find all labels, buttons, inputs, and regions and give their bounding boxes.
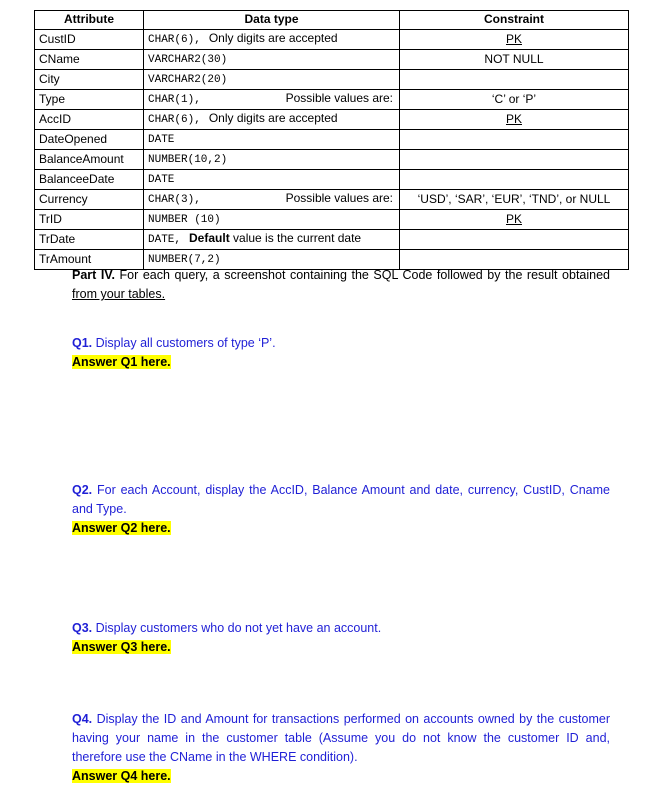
data-type-note-text: Possible values are: [285, 90, 393, 105]
attribute-cell: BalanceAmount [35, 149, 144, 169]
table-row [35, 149, 629, 169]
question-1 [72, 334, 610, 372]
data-type-note [209, 111, 338, 125]
data-type-cell [144, 29, 400, 49]
data-type-value: DATE, [148, 233, 182, 246]
constraint-cell [400, 129, 629, 149]
q2-answer: Answer Q2 here. [72, 521, 171, 535]
constraint-cell [400, 169, 629, 189]
data-type-note-text: Only digits are accepted [208, 110, 338, 125]
attribute-cell: CustID [35, 29, 144, 49]
attribute-cell: Type [35, 89, 144, 109]
data-type-value: CHAR(3), [148, 193, 201, 206]
data-type-note [286, 190, 393, 207]
data-type-value: DATE [148, 133, 175, 146]
attribute-cell: BalanceeDate [35, 169, 144, 189]
question-3 [72, 619, 610, 657]
q3-answer: Answer Q3 here. [72, 640, 171, 654]
data-type-cell [144, 229, 400, 249]
data-type-cell [144, 89, 400, 109]
question-2 [72, 481, 610, 538]
table-row [35, 209, 629, 229]
attribute-cell: AccID [35, 109, 144, 129]
constraint-cell: PK [400, 109, 629, 129]
attribute-cell: City [35, 69, 144, 89]
header-constraint: Constraint [400, 11, 629, 30]
attribute-cell: CName [35, 49, 144, 69]
table-row [35, 89, 629, 109]
constraint-cell: NOT NULL [400, 49, 629, 69]
data-type-note-text: Only digits are accepted [208, 30, 338, 45]
q1-answer: Answer Q1 here. [72, 355, 171, 369]
data-type-note-bold: Default [189, 230, 230, 245]
data-type-cell [144, 189, 400, 209]
part-iv-underlined: from your tables. [72, 287, 166, 301]
question-4 [72, 710, 610, 786]
data-type-value: VARCHAR2(20) [148, 73, 228, 86]
data-type-value: NUMBER(10,2) [148, 153, 228, 166]
table-row [35, 29, 629, 49]
table-row [35, 109, 629, 129]
attribute-cell: TrAmount [35, 249, 144, 269]
constraint-cell: PK [400, 29, 629, 49]
part-iv-label: Part IV. [72, 268, 115, 282]
data-type-note-text: Possible values are: [285, 190, 393, 205]
data-type-note-text: value is the current date [229, 230, 362, 245]
data-type-cell [144, 209, 400, 229]
table-header-row [35, 11, 629, 30]
table-row [35, 189, 629, 209]
q4-text: Display the ID and Amount for transactions performed on accounts owned by the customer having your name in the customer table (Assume you do not know the customer ID and, therefore use the CName in the WHERE condition). [72, 712, 610, 764]
q4-label: Q4. [72, 712, 93, 726]
data-type-value: CHAR(6), [148, 33, 201, 46]
header-attribute: Attribute [35, 11, 144, 30]
constraint-cell [400, 229, 629, 249]
q1-text: Display all customers of type ‘P’. [92, 336, 276, 350]
q2-label: Q2. [72, 483, 93, 497]
q3-text: Display customers who do not yet have an account. [92, 621, 382, 635]
q4-answer: Answer Q4 here. [72, 769, 171, 783]
attribute-cell: TrDate [35, 229, 144, 249]
table-row [35, 169, 629, 189]
data-type-cell [144, 49, 400, 69]
data-type-value: VARCHAR2(30) [148, 53, 228, 66]
constraint-cell [400, 69, 629, 89]
attribute-table [34, 10, 629, 270]
data-type-cell [144, 129, 400, 149]
attribute-cell: TrID [35, 209, 144, 229]
constraint-cell [400, 149, 629, 169]
data-type-cell [144, 69, 400, 89]
table-row [35, 129, 629, 149]
q2-text: For each Account, display the AccID, Balance Amount and date, currency, CustID, Cname and Type. [72, 483, 610, 516]
data-type-value: NUMBER(7,2) [148, 253, 221, 266]
constraint-cell: ‘USD’, ‘SAR’, ‘EUR’, ‘TND’, or NULL [400, 189, 629, 209]
data-type-value: NUMBER (10) [148, 213, 221, 226]
attribute-cell: Currency [35, 189, 144, 209]
data-type-value: DATE [148, 173, 175, 186]
part-iv-text: For each query, a screenshot containing the SQL Code followed by the result obtained [115, 268, 610, 282]
constraint-cell: PK [400, 209, 629, 229]
data-type-value: CHAR(1), [148, 93, 201, 106]
constraint-cell: ‘C’ or ‘P’ [400, 89, 629, 109]
q3-label: Q3. [72, 621, 93, 635]
header-data-type: Data type [144, 11, 400, 30]
attribute-cell: DateOpened [35, 129, 144, 149]
data-type-note [189, 231, 361, 245]
part-iv-intro [72, 266, 610, 304]
data-type-note [209, 31, 338, 45]
table-row [35, 229, 629, 249]
data-type-cell [144, 169, 400, 189]
table-row [35, 49, 629, 69]
data-type-note [286, 90, 393, 107]
table-row [35, 69, 629, 89]
q1-label: Q1. [72, 336, 93, 350]
data-type-value: CHAR(6), [148, 113, 201, 126]
data-type-cell [144, 109, 400, 129]
data-type-cell [144, 149, 400, 169]
